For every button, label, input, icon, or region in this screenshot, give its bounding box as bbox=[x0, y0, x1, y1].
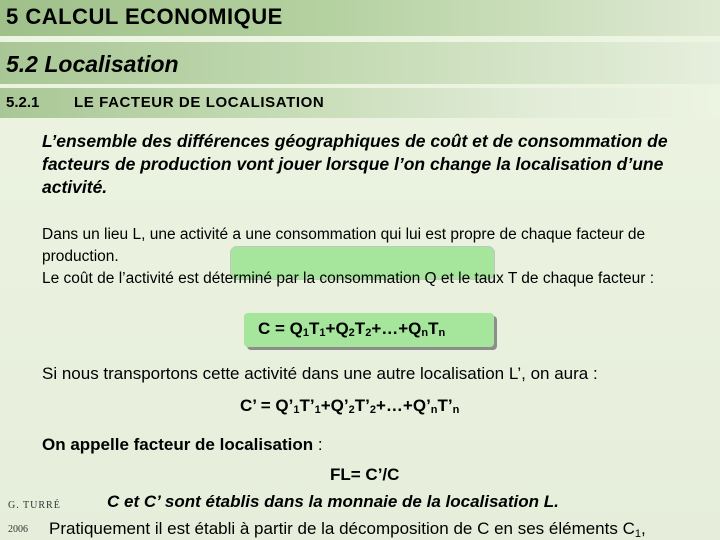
slide-title: 5 CALCUL ECONOMIQUE bbox=[6, 4, 283, 29]
paragraph-consumption: Dans un lieu L, une activité a une consommation qui lui est propre de chaque facteur de production. bbox=[42, 226, 646, 265]
slide-subtitle: 5.2 Localisation bbox=[6, 51, 179, 77]
formula-subscript: n bbox=[452, 404, 460, 416]
formula-part: T’ bbox=[299, 396, 315, 415]
formula-subscript: n bbox=[430, 404, 438, 416]
formula-subscript: 2 bbox=[348, 404, 355, 416]
section-title: LE FACTEUR DE LOCALISATION bbox=[74, 94, 325, 111]
currency-note: C et C’ sont établis dans la monnaie de la localisation L. bbox=[107, 492, 559, 511]
intro-text: L’ensemble des différences géographiques de coût et de consommation de facteurs de production vont jouer lorsque l’on change la localisation d’une activité. bbox=[42, 131, 668, 197]
formula-subscript: 2 bbox=[365, 327, 372, 339]
formula-subscript: n bbox=[421, 327, 429, 339]
formula-part: +Q bbox=[325, 319, 349, 338]
formula-part: T bbox=[428, 319, 439, 338]
definition-label: On appelle facteur de localisation bbox=[42, 435, 314, 454]
formula-part: C’ = Q’ bbox=[240, 396, 294, 415]
paragraph-cost: Le coût de l’activité est déterminé par la consommation Q et le taux T de chaque facteur : bbox=[42, 270, 655, 287]
formula-subscript: 1 bbox=[302, 327, 309, 339]
fl-formula: FL= C’/C bbox=[330, 465, 400, 484]
formula-part: T’ bbox=[437, 396, 453, 415]
last-line-subscript: 1 bbox=[634, 528, 641, 540]
formula-subscript: 1 bbox=[293, 404, 300, 416]
formula-subscript: 2 bbox=[348, 327, 355, 339]
cost-formula-prime bbox=[240, 396, 459, 416]
paragraph-transport: Si nous transportons cette activité dans une autre localisation L’, on aura : bbox=[42, 364, 598, 383]
footer-year: 2006 bbox=[8, 524, 28, 535]
formula-part: +…+Q bbox=[371, 319, 422, 338]
formula-subscript: n bbox=[438, 327, 446, 339]
formula-part: +…+Q’ bbox=[375, 396, 431, 415]
formula-subscript: 1 bbox=[319, 327, 326, 339]
section-number: 5.2.1 bbox=[6, 94, 40, 111]
formula-subscript: 1 bbox=[314, 404, 321, 416]
formula-part: T bbox=[309, 319, 320, 338]
definition-line bbox=[42, 435, 323, 455]
formula-subscript: 2 bbox=[369, 404, 376, 416]
last-line-tail: , bbox=[641, 519, 646, 538]
author-credit: G. TURRÉ bbox=[8, 500, 61, 511]
cost-formula bbox=[258, 319, 445, 339]
formula-part: T bbox=[354, 319, 366, 338]
last-line-text: Pratiquement il est établi à partir de la décomposition de C en ses éléments C bbox=[49, 519, 635, 538]
formula-part: C = Q bbox=[258, 319, 303, 338]
definition-colon: : bbox=[313, 435, 323, 454]
formula-part: T’ bbox=[354, 396, 370, 415]
last-line bbox=[49, 519, 646, 539]
formula-part: +Q’ bbox=[320, 396, 349, 415]
